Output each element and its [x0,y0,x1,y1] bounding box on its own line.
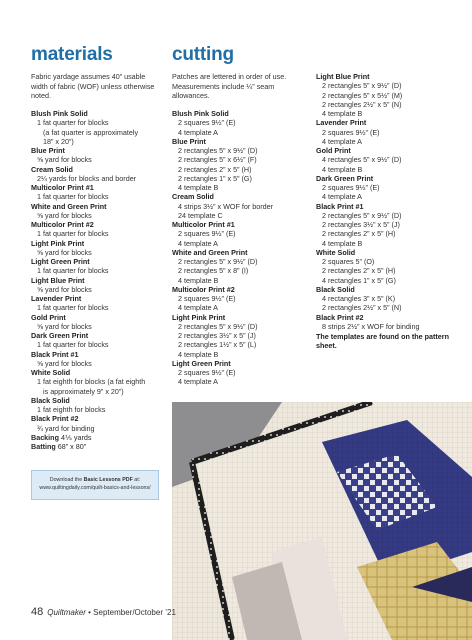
materials-intro: Fabric yardage assumes 40” usable width of fabric (WOF) unless otherwise noted. [31,72,155,101]
cut-instruction: 2 rectangles 3½” x 5” (J) [178,331,256,340]
fabric-name: Blush Pink Solid [172,109,229,118]
fabric-name: Black Print #1 [316,201,364,211]
cut-instruction: 4 strips 3½” x WOF for border [178,201,274,211]
cut-instruction: 4 rectangles 3” x 5” (K) [322,294,396,303]
cut-instruction: 2 squares 9½” (E) [178,118,236,128]
cut-instruction: ⅝ yard for blocks [37,321,92,331]
cut-instruction: 2 squares 5” (O) [322,257,375,266]
fabric-name: Multicolor Print #2 [172,284,235,294]
batting-value: 68” x 80” [55,442,87,451]
cut-instruction: 2 squares 9½” (E) [178,294,236,303]
cutting-intro: Patches are lettered in order of use. Measurements include ¼” seam allowances. [172,72,287,101]
fabric-name: Blue Print [172,136,206,146]
fabric-name: Light Green Print [172,358,231,368]
cut-instruction: 1 fat quarter for blocks [37,118,109,128]
cut-instruction: 4 template B [322,164,363,174]
cut-instruction: 18” x 20”) [43,136,74,146]
backing-label: Backing [31,432,59,442]
cut-instruction: ⅝ yard for blocks [37,210,92,220]
cut-instruction: 4 template A [178,127,218,137]
download-box [31,470,159,500]
cut-instruction: is approximately 9” x 20”) [43,386,124,396]
cut-instruction: 2 rectangles 5” x 9½” (D) [178,321,258,331]
cut-instruction: ⅝ yard for blocks [37,358,92,368]
cut-instruction: ⅝ yard for blocks [37,247,92,257]
backing-value: 4⅕ yards [58,432,92,442]
cutting-list [172,109,273,387]
cut-instruction: 2 rectangles 2½” x 5” (N) [322,303,402,313]
cut-instruction: (a fat quarter is approximately [43,127,139,137]
cut-instruction: 2 rectangles 5” x 9½” (D) [322,210,402,220]
cut-instruction: 2¼ yards for blocks and border [37,173,137,183]
page-number: 48 [31,606,44,618]
fabric-name: Dark Green Print [316,173,374,183]
cut-instruction: 4 template B [178,183,219,192]
fabric-name: Black Print #2 [31,414,79,424]
cut-instruction: 1 fat quarter for blocks [37,266,109,276]
fabric-name: Gold Print [316,146,351,155]
fabric-name: Black Solid [316,284,355,294]
cut-instruction: 1 fat quarter for blocks [37,229,109,239]
fabric-name: Dark Green Print [31,331,89,340]
cut-instruction: 2 rectangles 5” x 9½” (D) [178,257,258,266]
batting-label: Batting [31,442,56,451]
cut-instruction: 1 fat quarter for blocks [37,303,109,313]
cut-instruction: ¾ yard for binding [37,423,95,433]
issue-date: • September/October ’21 [85,608,176,617]
materials-list [31,109,145,451]
fabric-name: Light Pink Print [31,238,85,248]
fabric-name: White Solid [316,247,356,257]
cut-instruction: 1 fat quarter for blocks [37,192,109,202]
cutting-heading: cutting [172,44,234,65]
page-footer [31,606,176,618]
cut-instruction: 1 fat eighth for blocks (a fat eighth [37,377,146,387]
fabric-name: Light Blue Print [31,275,85,285]
cut-instruction: 4 template B [322,238,363,248]
cut-instruction: 4 template B [322,109,363,118]
cut-instruction: 2 rectangles 5” x 5½” (M) [322,90,403,100]
fabric-name: Multicolor Print #2 [31,220,94,229]
download-text: Download the Basic Lessons PDF at: [49,477,141,483]
fabric-name: Gold Print [31,312,66,322]
quilt-illustration [172,402,472,640]
fabric-name: Cream Solid [172,192,214,202]
fabric-name: Black Solid [31,395,70,405]
cut-instruction: 2 rectangles 2” x 5” (H) [178,164,252,174]
fabric-name: Black Print #1 [31,349,79,359]
cut-instruction: 2 squares 9½” (E) [178,368,236,377]
fabric-name: Light Blue Print [316,72,370,81]
batting-line [31,442,145,451]
cut-instruction: ⅝ yard for blocks [37,284,92,294]
fabric-name: Blue Print [31,146,65,155]
cut-instruction: 4 rectangles 5” x 9½” (D) [322,155,402,165]
fabric-name: White Solid [31,368,71,377]
cut-instruction: 2 rectangles 2” x 5” (H) [322,229,396,239]
cut-instruction: 4 template B [178,275,219,285]
magazine-name: Quiltmaker [47,608,86,617]
fabric-name: Cream Solid [31,164,73,174]
cut-instruction: 2 rectangles 1½” x 5” (L) [178,340,257,350]
cut-instruction: ⅝ yard for blocks [37,155,92,165]
cut-instruction: 24 template C [178,210,223,220]
cut-instruction: 2 rectangles 5” x 8” (I) [178,266,249,276]
cut-instruction: 4 template A [322,136,362,146]
materials-heading: materials [31,44,113,65]
templates-note: The templates are found on the pattern sheet. [316,332,449,351]
fabric-name: Black Print #2 [316,312,364,322]
cut-instruction: 2 rectangles 2” x 5” (H) [322,266,396,276]
cut-instruction: 2 squares 9½” (E) [178,229,236,239]
fabric-name: White and Green Print [172,247,248,257]
cut-instruction: 2 rectangles 2½” x 5” (N) [322,99,402,109]
backing-line [31,433,145,442]
cut-instruction: 2 rectangles 5” x 6½” (F) [178,155,257,165]
fabric-name: Blush Pink Solid [31,109,88,118]
fabric-name: White and Green Print [31,201,107,211]
cut-instruction: 2 rectangles 5” x 9½” (D) [178,146,258,155]
cut-instruction: 2 rectangles 3½” x 5” (J) [322,220,400,229]
cut-instruction: 4 template A [178,238,218,248]
cut-instruction: 2 squares 9½” (E) [322,127,380,137]
cut-instruction: 1 fat eighth for blocks [37,405,106,414]
cut-instruction: 8 strips 2½” x WOF for binding [322,321,420,331]
cutting-continued-list [316,72,419,331]
cut-instruction: 4 template A [322,192,362,202]
cut-instruction: 1 fat quarter for blocks [37,340,109,350]
fabric-name: Lavender Print [31,294,82,303]
fabric-name: Multicolor Print #1 [172,220,235,229]
fabric-name: Lavender Print [316,118,367,128]
cut-instruction: 2 rectangles 1” x 5” (G) [178,173,252,183]
cut-instruction: 4 template A [178,377,218,387]
cut-instruction: 2 squares 9½” (E) [322,183,380,192]
cut-instruction: 4 template A [178,303,218,313]
cut-instruction: 4 template B [178,349,219,359]
download-link[interactable]: www.quiltingdaily.com/quilt-basics-and-lessons/ [39,485,151,491]
fabric-name: Light Green Print [31,257,90,266]
cut-instruction: 4 rectangles 1” x 5” (G) [322,275,396,285]
download-pdf-name: Basic Lessons PDF [83,477,133,483]
fabric-name: Multicolor Print #1 [31,183,94,192]
quilt-photo [172,402,472,640]
cut-instruction: 2 rectangles 5” x 9½” (D) [322,81,402,91]
fabric-name: Light Pink Print [172,312,226,322]
